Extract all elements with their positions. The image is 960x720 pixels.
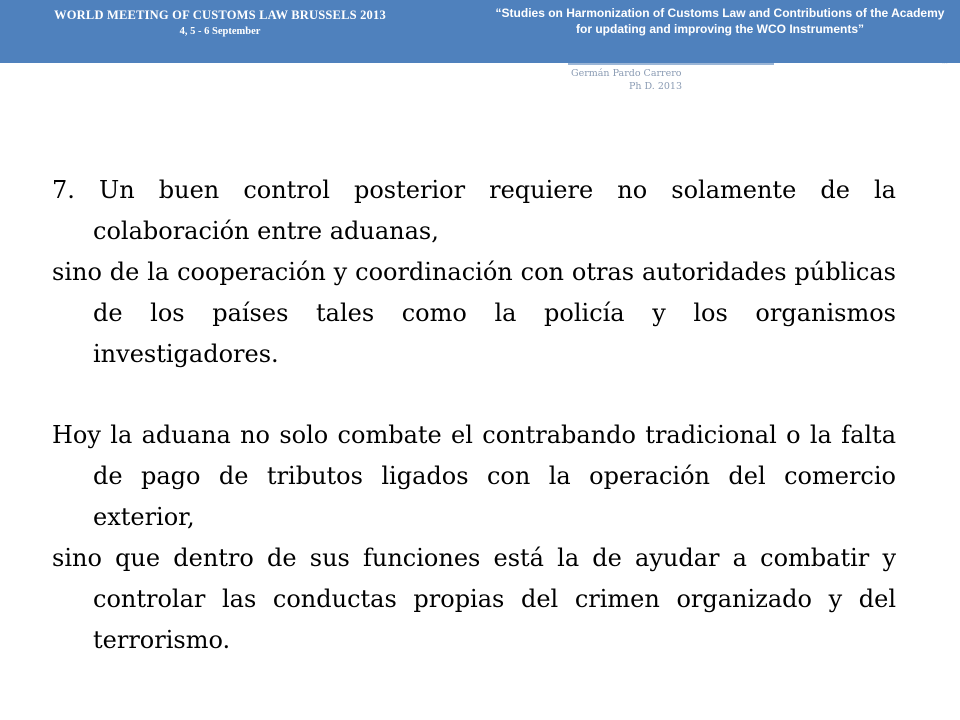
paragraph-organized-crime: sino que dentro de sus funciones está la de ayudar a combatir y controlar las conductas propias del crimen organizado y del terrorismo. bbox=[52, 544, 896, 654]
paragraph-point-7: 7. Un buen control posterior requiere no solamente de la colaboración entre aduanas, bbox=[52, 176, 896, 245]
paragraph-cooperation: sino de la cooperación y coordinación con otras autoridades públicas de los países tales como la policía y los organismos investigadores. bbox=[52, 258, 896, 368]
event-dates: 4, 5 - 6 September bbox=[179, 26, 261, 37]
header-banner bbox=[0, 0, 960, 63]
slide-body bbox=[52, 170, 896, 661]
author-name: Germán Pardo Carrero bbox=[571, 68, 682, 79]
event-title: WORLD MEETING OF CUSTOMS LAW BRUSSELS 2013 bbox=[54, 8, 386, 22]
paragraph-gap bbox=[52, 375, 896, 415]
author-degree: Ph D. 2013 bbox=[629, 81, 683, 92]
study-title: “Studies on Harmonization of Customs Law and Contributions of the Academy for updating and improving the WCO Instruments” bbox=[495, 6, 945, 36]
paragraph-customs-today: Hoy la aduana no solo combate el contrabando tradicional o la falta de pago de tributos ligados con la operación del comercio exterior, bbox=[52, 421, 896, 531]
header-underline bbox=[568, 63, 774, 65]
corner-mark: ... bbox=[942, 59, 948, 66]
